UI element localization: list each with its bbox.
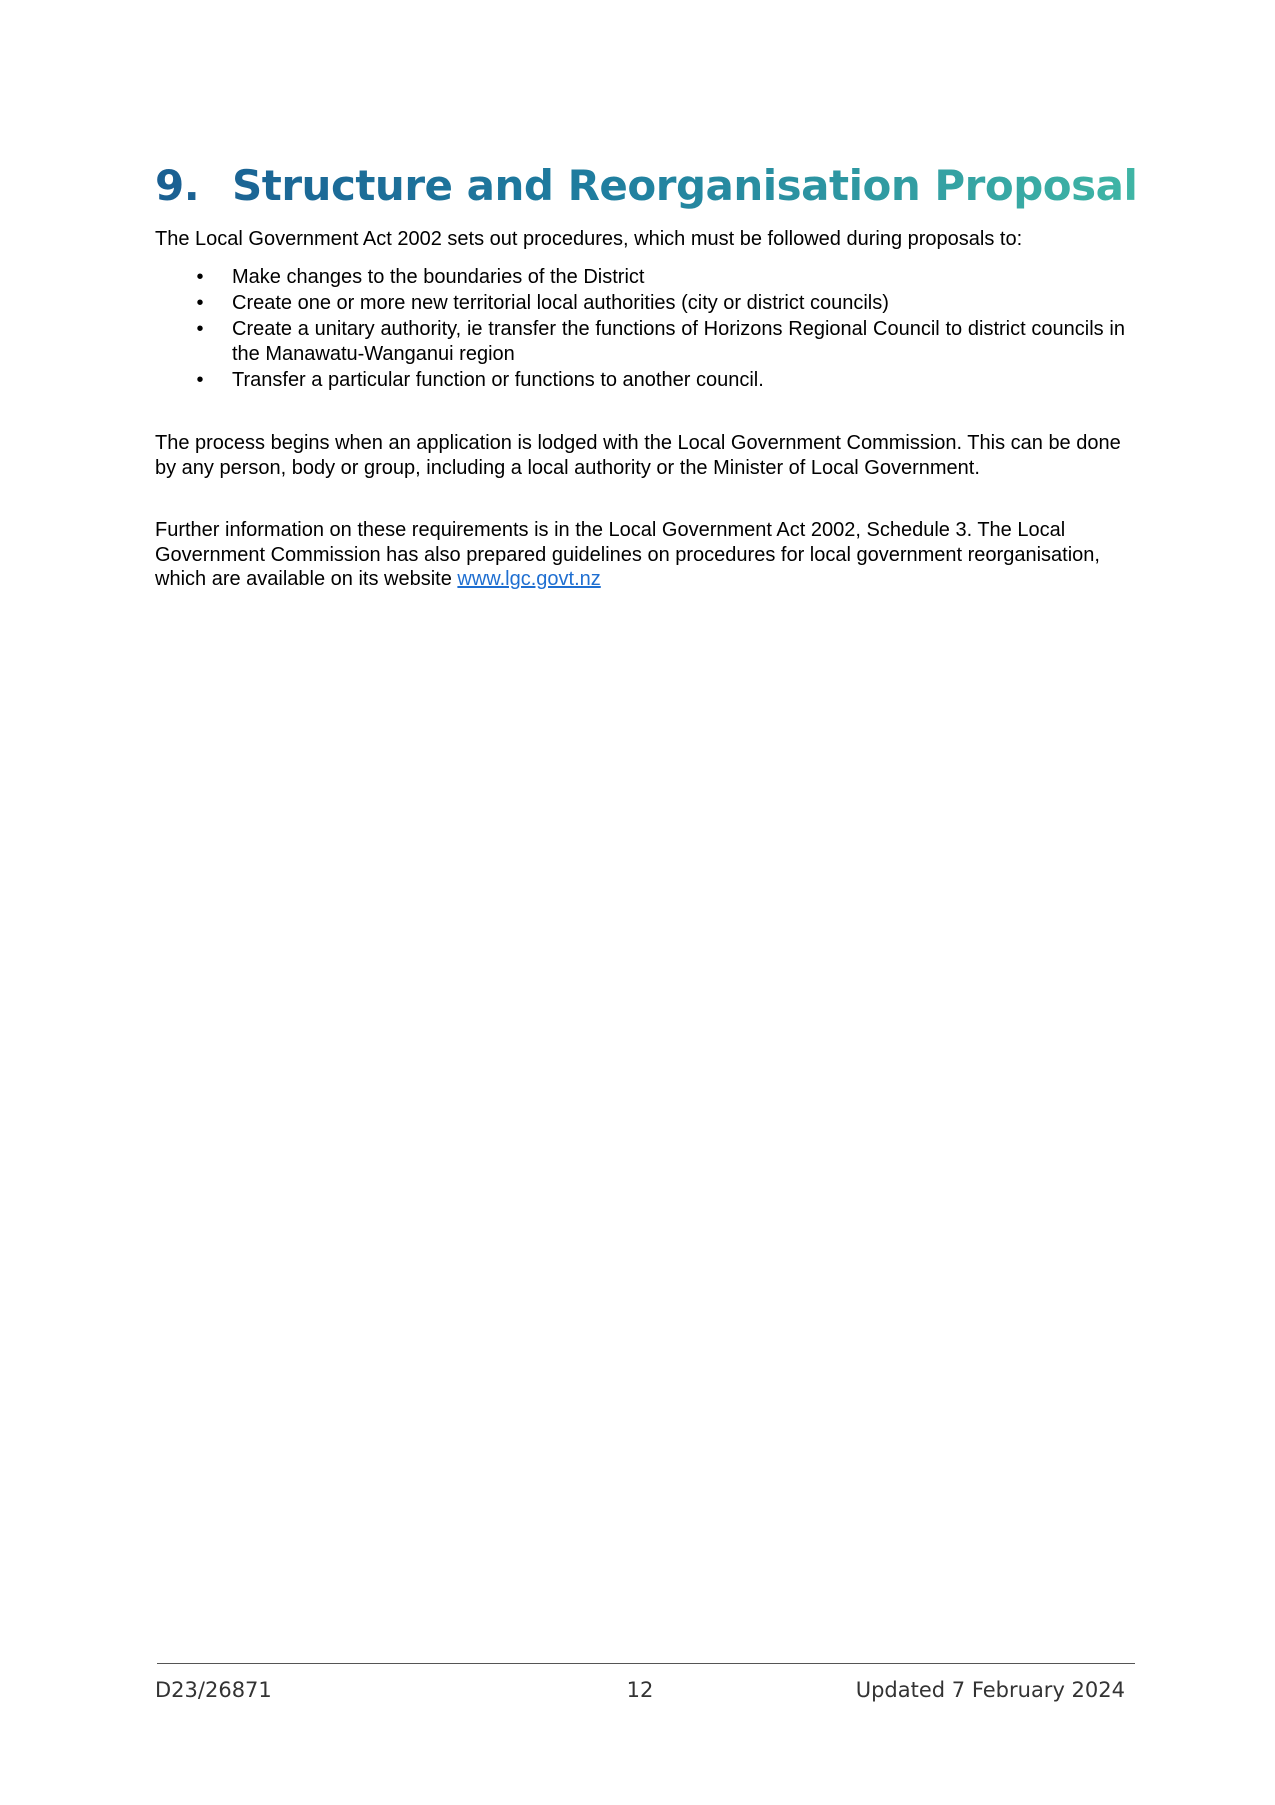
lgc-website-link[interactable]: www.lgc.govt.nz (457, 568, 601, 590)
list-item-text: Transfer a particular function or functions to another council. (232, 368, 764, 391)
list-item-text: Create a unitary authority, ie transfer the functions of Horizons Regional Council to district councils in the Manawatu-Wanganui region (232, 318, 1125, 365)
section-heading (155, 158, 1162, 214)
list-item-text: Create one or more new territorial local authorities (city or district councils) (232, 292, 889, 314)
list-item (155, 291, 1125, 316)
further-info-paragraph (155, 518, 1125, 592)
bullet-dot-icon: • (196, 318, 204, 340)
footer-doc-id: D23/26871 (155, 1678, 272, 1702)
intro-paragraph: The Local Government Act 2002 sets out procedures, which must be followed during proposals to: (155, 228, 1023, 250)
bullet-dot-icon: • (196, 292, 204, 314)
bullet-dot-icon: • (196, 266, 204, 288)
list-item-text: Make changes to the boundaries of the District (232, 266, 645, 288)
list-item (155, 368, 1125, 393)
footer-divider (157, 1663, 1135, 1664)
section-title: Structure and Reorganisation Proposals (232, 161, 1162, 210)
bullet-dot-icon: • (196, 368, 204, 391)
process-paragraph: The process begins when an application is lodged with the Local Government Commission. This can be done by any person, body or group, including a local authority or the Minister of Local Government. (155, 432, 1121, 479)
footer-updated-date: Updated 7 February 2024 (855, 1678, 1125, 1702)
further-info-text: Further information on these requirements is in the Local Government Act 2002, Schedule 3. The Local Government Commission has also prepared guidelines on procedures for local government reorganisation, which are available on its website (155, 519, 1100, 590)
list-item (155, 265, 1125, 290)
list-item (155, 317, 1125, 366)
section-number: 9. (155, 161, 200, 210)
proposal-list (155, 265, 1125, 394)
footer-page-number: 12 (626, 1678, 654, 1702)
